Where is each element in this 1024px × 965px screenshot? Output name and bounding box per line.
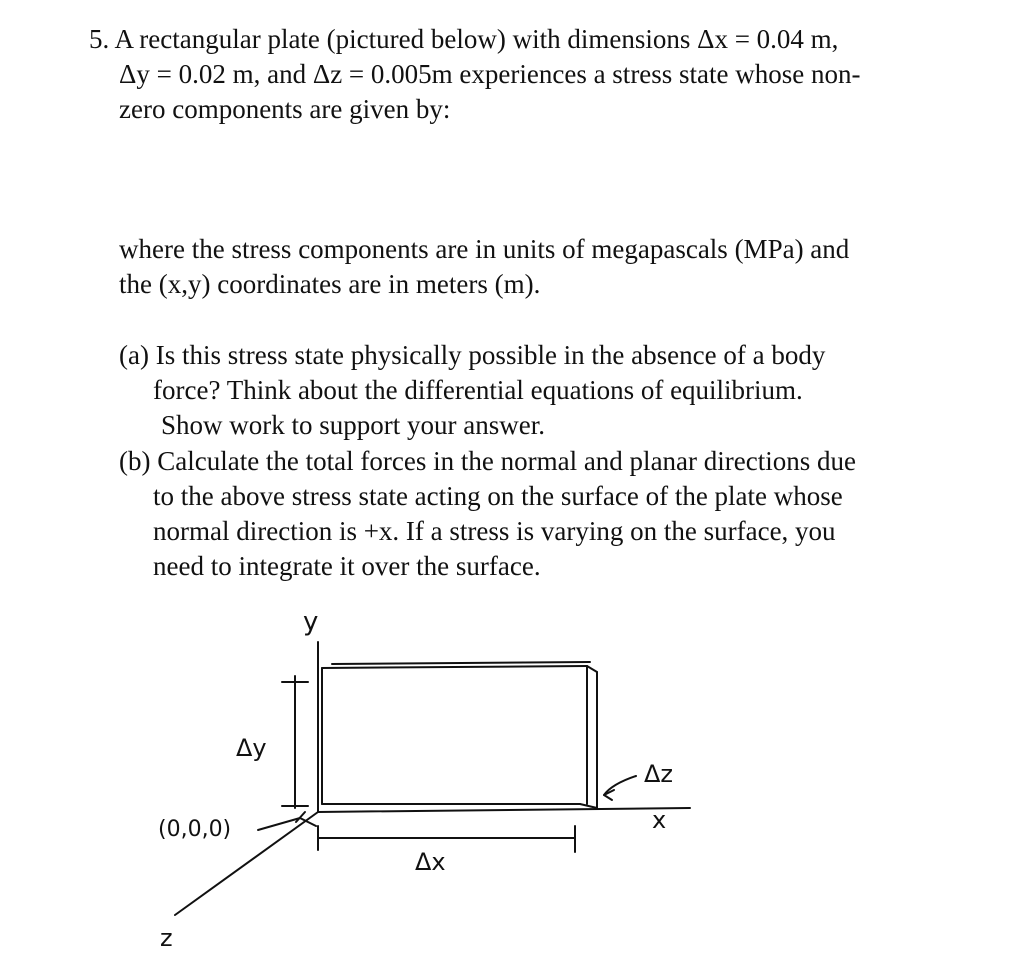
dy-label: Δy <box>236 734 267 762</box>
dx-label: Δx <box>415 848 446 876</box>
part-a-line-3: Show work to support your answer. <box>161 410 545 440</box>
problem-line-1: 5. A rectangular plate (pictured below) with dimensions Δx = 0.04 m, <box>89 24 839 54</box>
plate-top-face <box>332 662 590 664</box>
part-b-line-3: normal direction is +x. If a stress is varying on the surface, you <box>153 516 836 546</box>
units-note-line-2: the (x,y) coordinates are in meters (m). <box>119 269 541 299</box>
problem-line-2: Δy = 0.02 m, and Δz = 0.005m experiences a stress state whose non- <box>119 59 861 89</box>
part-a-line-2: force? Think about the differential equations of equilibrium. <box>153 375 803 405</box>
problem-line-3: zero components are given by: <box>119 94 451 124</box>
plate-front-top-edge <box>322 666 587 668</box>
dz-label: Δz <box>644 760 674 788</box>
x-axis-label: x <box>652 806 667 834</box>
units-note-line-1: where the stress components are in units of megapascals (MPa) and <box>119 234 850 264</box>
part-a-line-1: (a) Is this stress state physically possible in the absence of a body <box>119 340 826 370</box>
part-b-line-4: need to integrate it over the surface. <box>153 551 541 581</box>
part-b-line-1: (b) Calculate the total forces in the normal and planar directions due <box>119 446 856 476</box>
dz-leader-arrow <box>604 790 614 800</box>
plate-side-top <box>587 666 597 672</box>
part-b-line-2: to the above stress state acting on the surface of the plate whose <box>153 481 843 511</box>
y-axis-label: y <box>303 607 319 637</box>
z-axis-label: z <box>160 924 173 952</box>
origin-label: (0,0,0) <box>158 817 232 842</box>
plate-side-bottom <box>580 804 597 808</box>
x-axis <box>318 808 690 812</box>
